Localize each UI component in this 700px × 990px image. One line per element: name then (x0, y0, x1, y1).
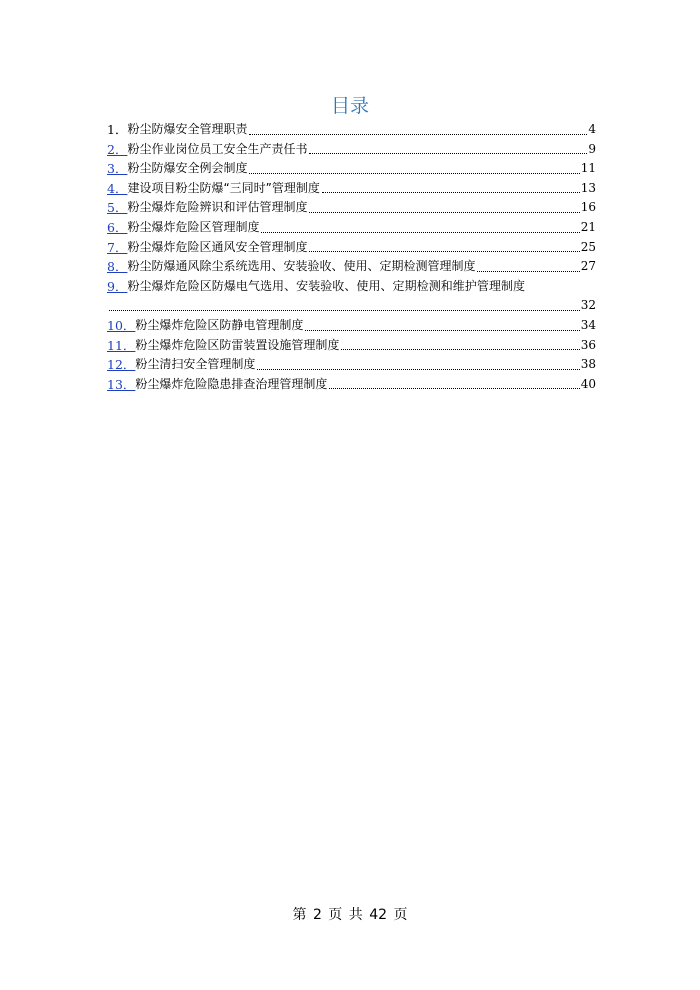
toc-entry[interactable] (107, 198, 596, 218)
toc-entry-label: 粉尘清扫安全管理制度 (135, 357, 256, 372)
toc-entry-number-link[interactable]: 10． (107, 317, 136, 333)
toc-entry-page: 32 (580, 298, 596, 313)
toc-entry-page: 36 (580, 337, 596, 352)
toc-entry-page: 38 (580, 357, 596, 372)
toc-entry-label: 粉尘爆炸危险区防静电管理制度 (135, 317, 304, 332)
toc-entry[interactable] (107, 257, 596, 277)
toc-entry[interactable] (107, 336, 596, 356)
toc-entry-page: 11 (580, 161, 596, 176)
toc-entry-continuation[interactable] (107, 296, 596, 316)
toc-entry-page: 4 (588, 122, 596, 136)
leader-dots (329, 388, 579, 389)
toc-entry-label: 粉尘爆炸危险区防爆电气选用、安装验收、使用、定期检测和维护管理制度 (127, 278, 526, 293)
toc-entry[interactable] (107, 375, 596, 395)
toc-entry[interactable] (107, 277, 596, 297)
toc-entry[interactable] (107, 355, 596, 375)
leader-dots (305, 330, 579, 331)
toc-entry-label: 粉尘爆炸危险区防雷装置设施管理制度 (135, 337, 340, 352)
toc-entry-page: 34 (580, 317, 596, 332)
toc-entry[interactable] (107, 179, 596, 199)
toc-entry-label: 粉尘爆炸危险隐患排查治理管理制度 (135, 376, 328, 391)
toc-entry-label: 粉尘爆炸危险辨识和评估管理制度 (127, 200, 308, 215)
toc-entry[interactable] (107, 120, 596, 140)
leader-dots (309, 251, 579, 252)
toc-entry-number-link[interactable]: 5． (107, 200, 128, 216)
leader-dots (341, 349, 579, 350)
toc-entry-page: 13 (580, 180, 596, 195)
toc-title: 目录 (330, 95, 369, 117)
leader-dots (309, 212, 579, 213)
toc-entry-number: 1． (107, 122, 128, 137)
toc-entry-number-link[interactable]: 6． (107, 219, 128, 235)
toc-entry-label: 建设项目粉尘防爆“三同时”管理制度 (127, 180, 320, 195)
leader-dots (477, 271, 579, 272)
toc-entry-number-link[interactable]: 11． (107, 337, 136, 353)
toc-entry-page: 27 (580, 259, 596, 274)
toc-entry-page: 9 (588, 141, 596, 156)
toc-entry-label: 粉尘爆炸危险区通风安全管理制度 (127, 239, 308, 254)
leader-dots (109, 310, 580, 311)
toc-entry-label: 粉尘爆炸危险区管理制度 (127, 219, 260, 234)
toc-entry[interactable] (107, 140, 596, 160)
toc-entry-page: 25 (580, 239, 596, 254)
leader-dots (261, 232, 579, 233)
leader-dots (257, 369, 579, 370)
toc-entry-number-link[interactable]: 7． (107, 239, 128, 255)
toc-entry[interactable] (107, 159, 596, 179)
page-footer: 第 2 页 共 42 页 (292, 907, 408, 923)
toc-entry-number-link[interactable]: 2． (107, 141, 128, 157)
leader-dots (309, 153, 587, 154)
toc-entry-number-link[interactable]: 13． (107, 376, 136, 392)
leader-dots (322, 192, 580, 193)
leader-dots (249, 134, 587, 135)
toc-entry[interactable] (107, 316, 596, 336)
toc-entry-label: 粉尘防爆安全例会制度 (127, 161, 248, 176)
toc-entry-number-link[interactable]: 3． (107, 161, 128, 177)
toc-entry-number-link[interactable]: 4． (107, 180, 128, 196)
toc-entry-number-link[interactable]: 12． (107, 357, 136, 373)
toc-entry-page: 16 (580, 200, 596, 215)
table-of-contents (107, 120, 596, 394)
toc-entry[interactable] (107, 238, 596, 258)
toc-entry[interactable] (107, 218, 596, 238)
toc-entry-page: 40 (580, 376, 596, 391)
leader-dots (249, 173, 579, 174)
toc-entry-page: 21 (580, 219, 596, 234)
toc-entry-label: 粉尘作业岗位员工安全生产责任书 (127, 141, 308, 156)
toc-entry-label: 粉尘防爆安全管理职责 (127, 122, 248, 136)
toc-entry-number-link[interactable]: 8． (107, 259, 128, 275)
toc-entry-number-link[interactable]: 9． (107, 278, 128, 294)
toc-entry-label: 粉尘防爆通风除尘系统选用、安装验收、使用、定期检测管理制度 (127, 259, 476, 274)
